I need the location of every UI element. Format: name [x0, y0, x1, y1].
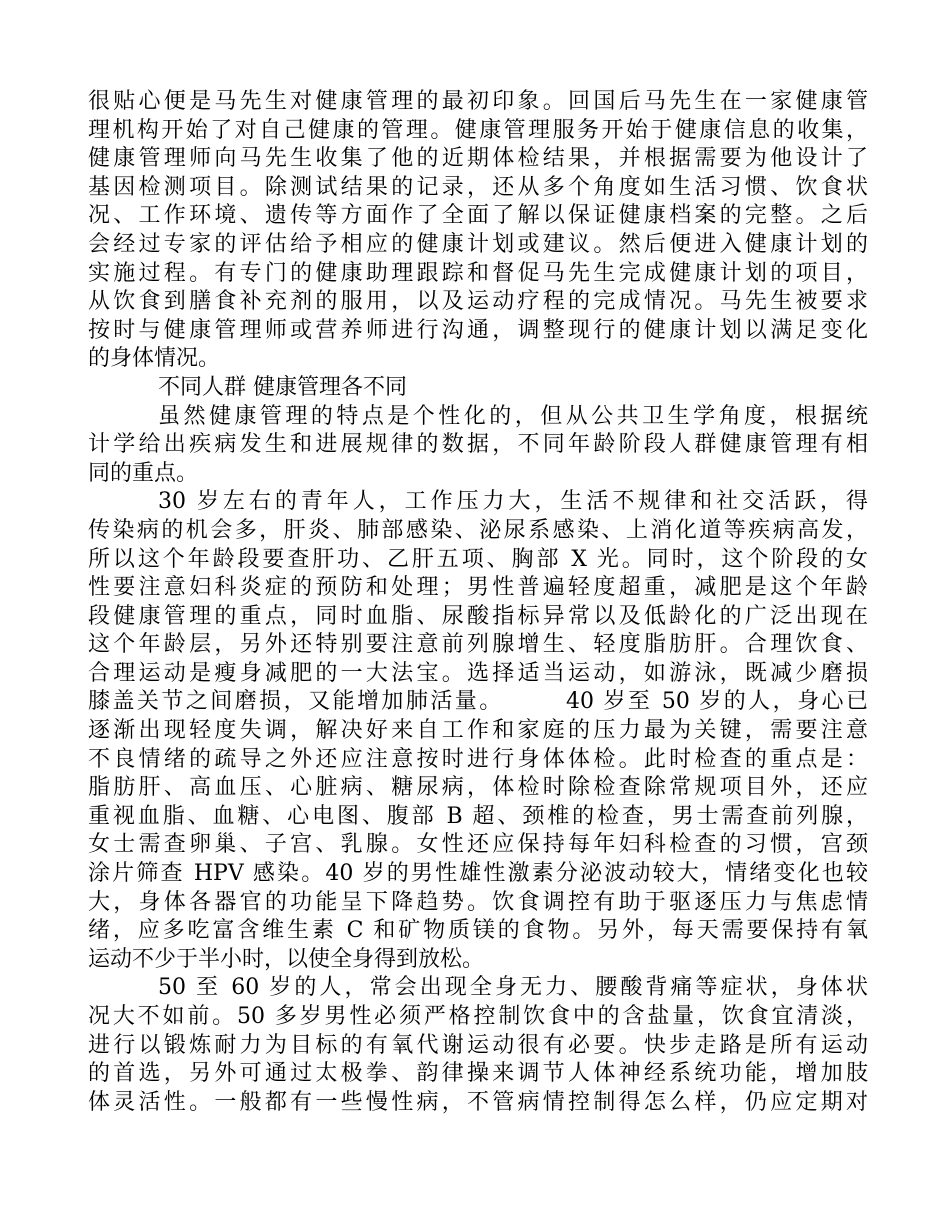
text-line: 50 至 60 岁的人，常会出现全身无力、腰酸背痛等症状，身体状 [158, 975, 868, 1001]
text-line: 这个年龄层，另外还特别要注意前列腺增生、轻度脂肪肝。合理饮食、 [88, 632, 868, 658]
text-line: 况大不如前。50 多岁男性必须严格控制饮食中的含盐量，饮食宜清淡， [88, 1004, 868, 1029]
text-line: 脂肪肝、高血压、心脏病、糖尿病，体检时除检查除常规项目外，还应 [88, 775, 868, 801]
text-line: 重视血脂、血糖、心电图、腹部 B 超、颈椎的检查，男士需查前列腺， [88, 803, 868, 829]
text-line: 基因检测项目。除测试结果的记录，还从多个角度如生活习惯、饮食状 [88, 174, 868, 200]
text-line: 实施过程。有专门的健康助理跟踪和督促马先生完成健康计划的项目， [88, 260, 868, 286]
text-line: 逐渐出现轻度失调，解决好来自工作和家庭的压力最为关键，需要注意 [88, 718, 868, 744]
text-line: 不良情绪的疏导之外还应注意按时进行身体体检。此时检查的重点是： [88, 746, 868, 772]
text-line: 虽然健康管理的特点是个性化的，但从公共卫生学角度，根据统 [158, 403, 868, 429]
text-line: 的首选，另外可通过太极拳、韵律操来调节人体神经系统功能，增加肢 [88, 1061, 868, 1087]
text-line: 的身体情况。 [88, 346, 221, 372]
text-line: 传染病的机会多，肝炎、肺部感染、泌尿系感染、上消化道等疾病高发， [88, 517, 868, 543]
text-line: 从饮食到膳食补充剂的服用，以及运动疗程的完成情况。马先生被要求 [88, 289, 868, 315]
text-line: 很贴心便是马先生对健康管理的最初印象。回国后马先生在一家健康管 [88, 89, 868, 114]
text-line: 合理运动是瘦身减肥的一大法宝。选择适当运动，如游泳，既减少磨损 [88, 660, 868, 686]
text-line: 按时与健康管理师或营养师进行沟通，调整现行的健康计划以满足变化 [88, 317, 868, 343]
text-line: 理机构开始了对自己健康的管理。健康管理服务开始于健康信息的收集， [88, 117, 868, 143]
text-line: 女士需查卵巢、子宫、乳腺。女性还应保持每年妇科检查的习惯，宫颈 [88, 832, 868, 858]
text-line: 所以这个年龄段要查肝功、乙肝五项、胸部 X 光。同时，这个阶段的女 [88, 546, 868, 572]
section-heading: 不同人群 健康管理各不同 [158, 374, 407, 400]
text-line: 膝盖关节之间磨损，又能增加肺活量。 40 岁至 50 岁的人，身心已 [88, 689, 868, 715]
document-page [88, 88, 868, 1117]
text-line: 绪，应多吃富含维生素 C 和矿物质镁的食物。另外，每天需要保持有氧 [88, 918, 868, 944]
text-line: 计学给出疾病发生和进展规律的数据，不同年龄阶段人群健康管理有相 [88, 432, 868, 458]
text-line: 体灵活性。一般都有一些慢性病，不管病情控制得怎么样，仍应定期对 [88, 1089, 868, 1115]
text-line: 况、工作环境、遗传等方面作了全面了解以保证健康档案的完整。之后 [88, 203, 868, 229]
text-line: 运动不少于半小时，以使全身得到放松。 [88, 946, 485, 972]
text-line: 进行以锻炼耐力为目标的有氧代谢运动很有必要。快步走路是所有运动 [88, 1032, 868, 1058]
text-line: 段健康管理的重点，同时血脂、尿酸指标异常以及低龄化的广泛出现在 [88, 603, 868, 629]
text-line: 会经过专家的评估给予相应的健康计划或建议。然后便进入健康计划的 [88, 231, 868, 257]
text-line: 大，身体各器官的功能呈下降趋势。饮食调控有助于驱逐压力与焦虑情 [88, 889, 868, 915]
text-line: 同的重点。 [88, 460, 199, 486]
text-line: 性要注意妇科炎症的预防和处理；男性普遍轻度超重，减肥是这个年龄 [88, 575, 868, 601]
text-line: 健康管理师向马先生收集了他的近期体检结果，并根据需要为他设计了 [88, 146, 868, 172]
text-line: 30 岁左右的青年人，工作压力大，生活不规律和社交活跃，得 [158, 489, 868, 515]
text-line: 涂片筛查 HPV 感染。40 岁的男性雄性激素分泌波动较大，情绪变化也较 [88, 861, 868, 887]
